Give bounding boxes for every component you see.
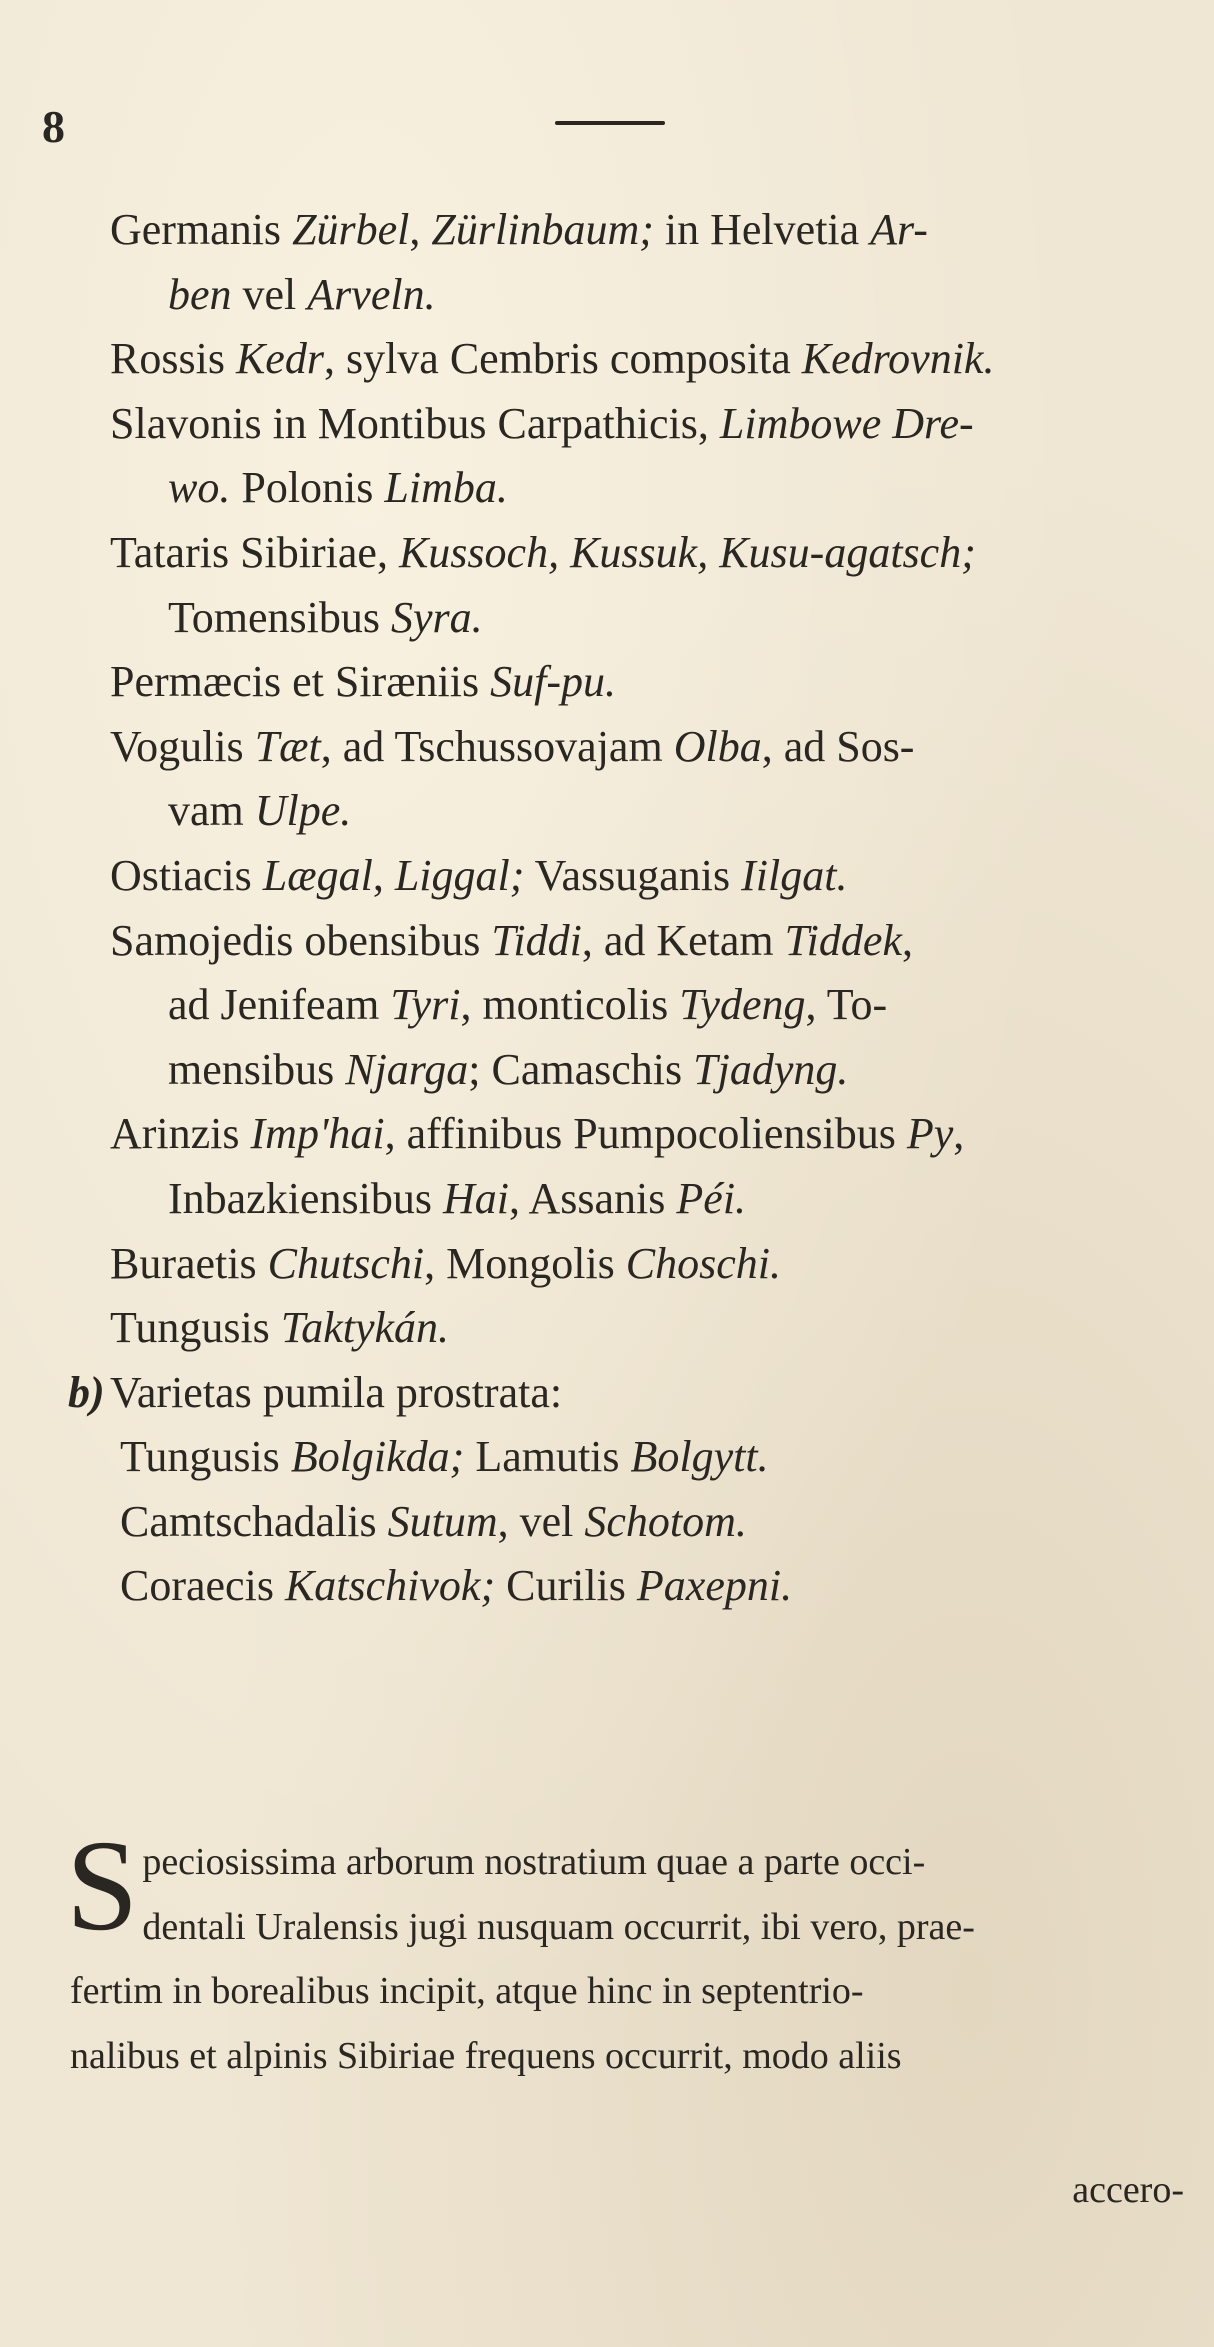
entry-continuation [110, 263, 1190, 328]
name-entry [110, 1296, 1190, 1361]
text-run: Permæcis et Siræniis [110, 657, 491, 707]
vernacular-name: Tjadyng. [693, 1044, 849, 1094]
name-entry [110, 715, 1190, 844]
text-run: , Assanis [508, 1173, 677, 1223]
vernacular-name: Tydeng [679, 980, 806, 1030]
text-run: Camtschadalis [120, 1496, 388, 1546]
name-entry [110, 198, 1190, 327]
entry-line [110, 715, 1190, 780]
text-run: vam [168, 786, 255, 836]
vernacular-name: Bolgytt. [630, 1432, 769, 1482]
vernacular-name: Iilgat. [741, 850, 848, 900]
text-run: Polonis [230, 463, 385, 513]
entry-continuation [110, 586, 1190, 651]
vernacular-name: Liggal; [394, 850, 525, 900]
text-run: mensibus [168, 1044, 346, 1094]
name-entry [110, 521, 1190, 650]
variety-heading [68, 1361, 1190, 1426]
name-entry [110, 650, 1190, 715]
name-entry [110, 844, 1190, 909]
text-run: , To- [805, 980, 888, 1030]
name-entry [110, 392, 1190, 521]
entry-line [110, 198, 1190, 263]
text-run: Vassuganis [524, 850, 742, 900]
vernacular-name: wo. [168, 463, 231, 513]
vernacular-name: Péi. [676, 1173, 747, 1223]
text-run: , Mongolis [424, 1238, 626, 1288]
body-paragraph [66, 1814, 1188, 2088]
text-run: Curilis [495, 1561, 637, 1611]
vernacular-name: Taktykán. [280, 1303, 450, 1353]
text-run: Rossis [110, 334, 236, 384]
vernacular-name: ben [168, 269, 232, 319]
text-run: , affinibus Pumpocoliensibus [384, 1109, 907, 1159]
entry-continuation [110, 973, 1190, 1038]
vernacular-name: Tiddek [784, 915, 902, 965]
text-run: Germanis [110, 205, 293, 254]
text-run: , vel [497, 1496, 585, 1546]
name-entry [110, 327, 1190, 392]
text-run: ad Jenifeam [168, 980, 391, 1030]
entry-line [110, 392, 1190, 457]
vernacular-name: Schotom. [584, 1496, 747, 1546]
vernacular-name: Imp'hai [250, 1109, 385, 1159]
text-run: Inbazkiensibus [168, 1173, 443, 1223]
entry-line [110, 1102, 1190, 1167]
text-run: , [953, 1109, 965, 1159]
vernacular-name: Kedr [235, 334, 324, 384]
catchword: accero- [1072, 2169, 1184, 2211]
text-run: Buraetis [110, 1238, 268, 1288]
vernacular-names-list [68, 198, 1190, 1619]
paragraph-line: peciosissima arborum nostratium quae a parte occi- [142, 1841, 926, 1883]
text-run: , ad Sos- [761, 721, 915, 771]
text-run: , monticolis [460, 980, 680, 1030]
vernacular-name: Lægal [262, 850, 373, 900]
header-rule [555, 121, 665, 125]
variety-marker: b) [68, 1367, 105, 1417]
vernacular-name: Tiddi [491, 915, 582, 965]
variety-name-line [110, 1490, 1190, 1555]
vernacular-name: Suf-pu. [490, 657, 617, 707]
paragraph-line: nalibus et alpinis Sibiriae frequens occurrit, modo aliis [70, 2034, 902, 2077]
text-run: , ad Tschussovajam [320, 721, 674, 771]
vernacular-name: Sutum [387, 1496, 498, 1546]
text-run: Tungusis [120, 1432, 291, 1482]
text-run: Tomensibus [168, 592, 392, 642]
name-entry [110, 1102, 1190, 1231]
variety-name-line [110, 1554, 1190, 1619]
entry-line [110, 1232, 1190, 1297]
name-entry [110, 1232, 1190, 1297]
vernacular-name: Njarga [345, 1044, 469, 1094]
text-run: Tungusis [110, 1303, 281, 1353]
paragraph-line: dentali Uralensis jugi nusquam occurrit, ibi vero, prae- [142, 1905, 975, 1948]
vernacular-name: Hai [442, 1173, 509, 1223]
entry-continuation [110, 1167, 1190, 1232]
text-run: Ostiacis [110, 850, 263, 900]
text-run: vel [231, 269, 308, 319]
text-run: ; Camaschis [468, 1044, 694, 1094]
vernacular-name: Syra. [391, 592, 483, 642]
vernacular-name: Bolgikda; [290, 1432, 465, 1482]
vernacular-name: Paxepni. [636, 1561, 793, 1611]
drop-cap: S [66, 1814, 139, 1958]
paragraph-line: fertim in borealibus incipit, atque hinc in septentrio- [70, 1970, 864, 2012]
vernacular-name: Limbowe Dre- [719, 398, 974, 448]
text-run: , [372, 850, 395, 900]
vernacular-name: Py [906, 1109, 954, 1159]
vernacular-name: Tæt [254, 721, 321, 771]
text-run: , [901, 915, 913, 965]
vernacular-name: Arveln. [307, 269, 436, 319]
entry-line [110, 844, 1190, 909]
entry-continuation [110, 1038, 1190, 1103]
name-entry [110, 909, 1190, 1103]
vernacular-name: Zürlinbaum; [431, 205, 654, 254]
text-run: Samojedis obensibus [110, 915, 492, 965]
vernacular-name: Zürbel [292, 205, 410, 254]
text-run: Tataris Sibiriae, [110, 527, 399, 577]
text-run: , [409, 205, 432, 254]
vernacular-name: Katschivok; [284, 1561, 496, 1611]
vernacular-name: Kussoch, Kussuk, Kusu-agatsch; [398, 527, 976, 577]
entry-line [110, 327, 1190, 392]
text-run: Coraecis [120, 1561, 285, 1611]
variety-label: Varietas pumila prostrata: [110, 1367, 563, 1417]
vernacular-name: Olba [673, 721, 762, 771]
text-run: Vogulis [110, 721, 255, 771]
entry-line [110, 650, 1190, 715]
vernacular-name: Choschi. [625, 1238, 782, 1288]
vernacular-name: Ar- [870, 205, 928, 254]
text-run: , ad Ketam [581, 915, 785, 965]
entry-line [110, 1296, 1190, 1361]
vernacular-name: Chutschi [267, 1238, 425, 1288]
page-number: 8 [42, 101, 65, 152]
variety-name-line [110, 1425, 1190, 1490]
entry-continuation [110, 456, 1190, 521]
vernacular-name: Tyri [390, 980, 461, 1030]
vernacular-name: Kedrovnik. [801, 334, 995, 384]
text-run: Arinzis [110, 1109, 251, 1159]
text-run: in Helvetia [653, 205, 871, 254]
entry-line [110, 521, 1190, 586]
vernacular-name: Ulpe. [254, 786, 352, 836]
text-run: Slavonis in Montibus Carpathicis, [110, 398, 720, 448]
text-run: , sylva Cembris composita [323, 334, 802, 384]
entry-line [110, 909, 1190, 974]
entry-continuation [110, 779, 1190, 844]
vernacular-name: Limba. [384, 463, 508, 513]
text-run: Lamutis [464, 1432, 631, 1482]
